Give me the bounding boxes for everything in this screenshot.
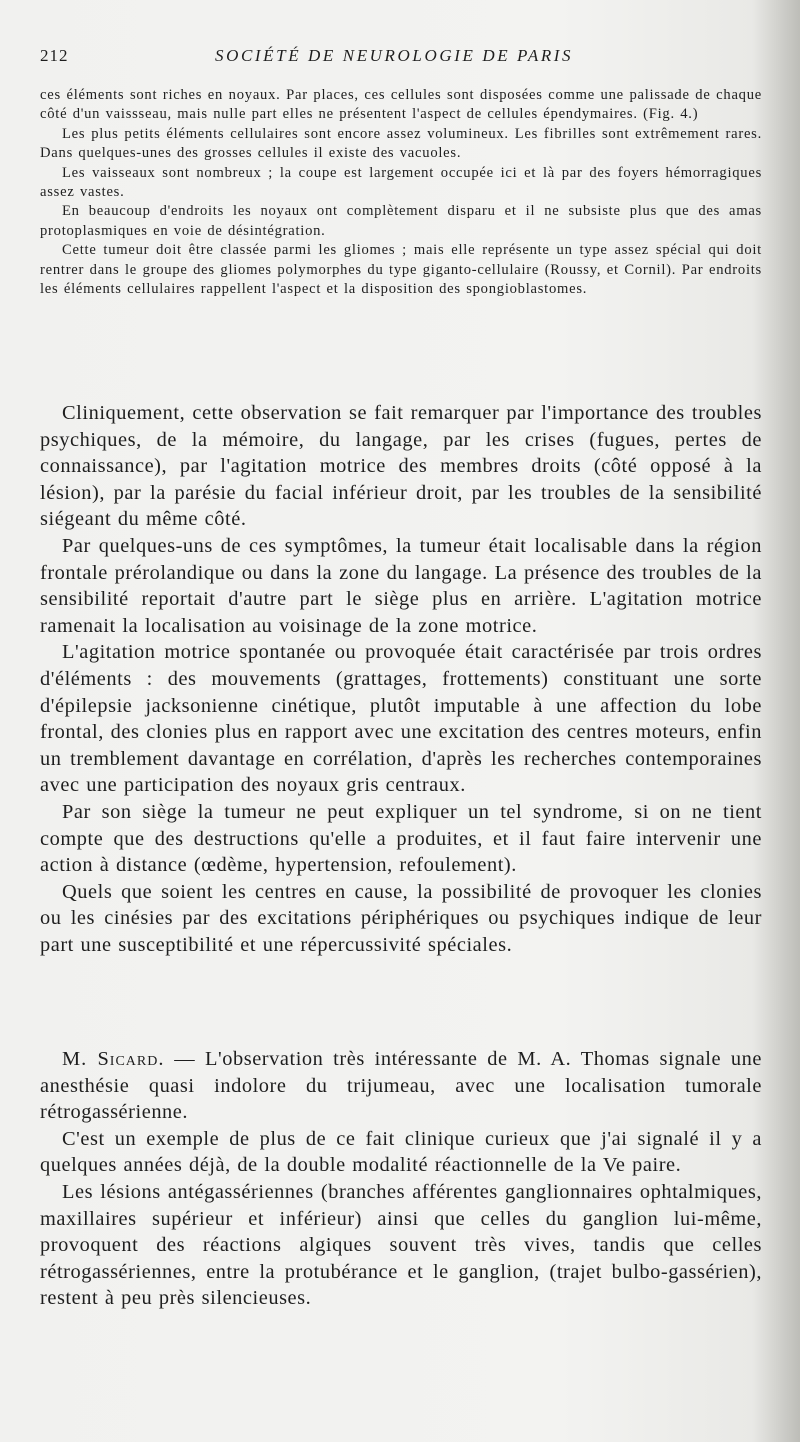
small-paragraph: ces éléments sont riches en noyaux. Par places, ces cellules sont disposées comme une palissade de chaque côté d'un vaissseau, mais nulle part elles ne présentent l'aspect de cellules épendymaires. (Fig. 4.): [40, 87, 762, 123]
histology-text: [40, 86, 762, 299]
small-paragraph: Les vaisseaux sont nombreux ; la coupe est largement occupée ici et là par des foyers hémorragiques assez vastes.: [40, 164, 762, 201]
sicard-paragraph: [40, 1046, 762, 1126]
body-paragraph: Les lésions antégassériennes (branches afférentes ganglionnaires ophtalmiques, maxillaires supérieur et inférieur) ainsi que celles du ganglion lui-même, provoquent des réactions algiques souvent très vives, tandis que celles rétrogassériennes, entre la protubérance et le ganglion, (trajet bulbo-gassérien), restent à peu près silencieuses.: [40, 1180, 762, 1310]
body-paragraph: Cliniquement, cette observation se fait remarquer par l'importance des troubles psychiques, de la mémoire, du langage, par les crises (fugues, pertes de connaissance), par l'agitation motrice des membres droits (côté opposé à la lésion), par la parésie du facial inférieur droit, par les troubles de la sensibilité siégeant du même côté.: [40, 402, 762, 531]
body-paragraph: Par quelques-uns de ces symptômes, la tumeur était localisable dans la région frontale prérolandique ou dans la zone du langage. La présence des troubles de la sensibilité reportait d'autre part le siège plus en arrière. L'agitation motrice ramenait la localisation au voisinage de la zone motrice.: [40, 534, 762, 637]
running-title: SOCIÉTÉ DE NEUROLOGIE DE PARIS: [215, 46, 574, 65]
small-paragraph: Cette tumeur doit être classée parmi les gliomes ; mais elle représente un type assez spécial qui doit rentrer dans le groupe des gliomes polymorphes du type giganto-cellulaire (Roussy, et Cornil). Par endroits les éléments cellulaires rappellent l'aspect et la disposition des spongioblastomes.: [40, 242, 762, 298]
sicard-text: — L'observation très intéressante de M. A. Thomas signale une anesthésie quasi indolore du trijumeau, avec une localisation tumorale rétrogassérienne.: [40, 1048, 762, 1124]
speaker-name: M. Sicard.: [62, 1048, 165, 1070]
page-header: [40, 46, 760, 70]
body-paragraph: C'est un exemple de plus de ce fait clinique curieux que j'ai signalé il y a quelques années déjà, de la double modalité réactionnelle de la Ve paire.: [40, 1127, 762, 1177]
small-paragraph: Les plus petits éléments cellulaires sont encore assez volumineux. Les fibrilles sont extrêmement rares. Dans quelques-unes des grosses cellules il existe des vacuoles.: [40, 125, 762, 162]
body-paragraph: Par son siège la tumeur ne peut expliquer un tel syndrome, si on ne tient compte que des destructions qu'elle a produites, et il faut faire intervenir une action à distance (œdème, hypertension, refoulement).: [40, 800, 762, 877]
page-number: 212: [40, 46, 69, 65]
body-paragraph: Quels que soient les centres en cause, la possibilité de provoquer les clonies ou les cinésies par des excitations périphériques ou psychiques indique de leur part une susceptibilité et une répercussivité spéciales.: [40, 880, 762, 956]
body-paragraph: L'agitation motrice spontanée ou provoquée était caractérisée par trois ordres d'éléments : des mouvements (grattages, frottements) constituant une sorte d'épilepsie jacksonienne cinétique, plutôt imputable à une affection du lobe frontal, des clonies plus en rapport avec une excitation des centres moteurs, enfin un tremblement davantage en corrélation, d'après les recherches contemporaines avec une participation des noyaux gris centraux.: [40, 641, 762, 797]
small-paragraph: En beaucoup d'endroits les noyaux ont complètement disparu et il ne subsiste plus que des amas protoplasmiques en voie de désintégration.: [40, 203, 762, 239]
clinical-discussion: [40, 400, 762, 958]
sicard-remarks: [40, 1046, 762, 1312]
